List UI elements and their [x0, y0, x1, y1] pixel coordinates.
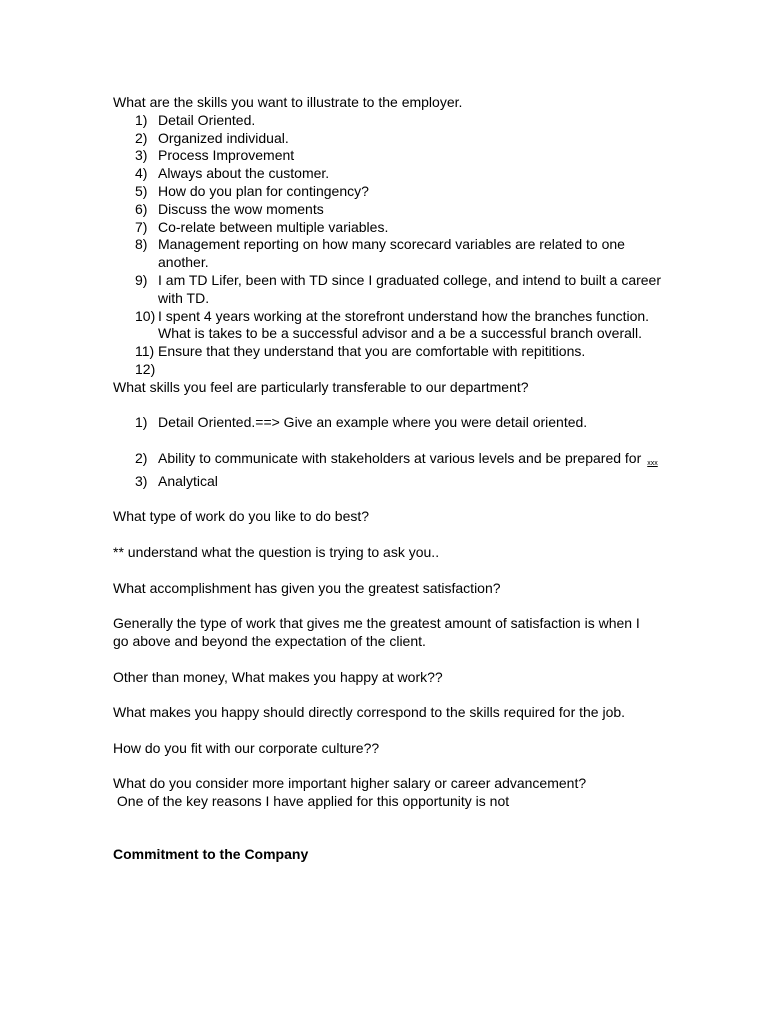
heading-commitment: Commitment to the Company [113, 846, 309, 863]
list-item: 11) Ensure that they understand that you are comfortable with repititions. [135, 343, 586, 360]
paragraph-key-reasons: One of the key reasons I have applied for this opportunity is not [113, 793, 510, 810]
paragraph-satisfaction: Generally the type of work that gives me the greatest amount of satisfaction is when I go above and beyond the expectation of the client. [113, 615, 640, 649]
paragraph-happy-skills: What makes you happy should directly correspond to the skills required for the job. [113, 704, 626, 721]
question-salary-vs-advancement: What do you consider more important higher salary or career advancement? [113, 775, 587, 792]
skills-list [113, 112, 673, 379]
list-item: 3) Process Improvement [135, 147, 295, 164]
list-item: 9) I am TD Lifer, been with TD since I graduated college, and intend to built a career with TD. [135, 271, 661, 306]
small-mark: xxx [647, 459, 658, 467]
list-item: 2) Ability to communicate with stakeholders at various levels and be prepared for xxx [135, 449, 658, 467]
question-happy-at-work: Other than money, What makes you happy at work?? [113, 668, 443, 685]
list-item: 2) Organized individual. [135, 129, 289, 146]
question-corporate-culture: How do you fit with our corporate culture?? [113, 739, 380, 756]
list-item: 5) How do you plan for contingency? [135, 182, 369, 199]
list-item: 3) Analytical [135, 472, 218, 489]
list-item: 4) Always about the customer. [135, 165, 330, 182]
list-item: 10) I spent 4 years working at the storefront understand how the branches function. What is takes to be a successful advisor and a be a successful branch overall. [135, 307, 650, 342]
question-transferable-skills: What skills you feel are particularly transferable to our department? [113, 378, 529, 395]
list-item: 12) [135, 360, 156, 377]
transferable-skills-list [113, 414, 673, 490]
note-understand-question: ** understand what the question is trying to ask you.. [113, 543, 440, 560]
list-item: 6) Discuss the wow moments [135, 200, 324, 217]
list-item: 7) Co-relate between multiple variables. [135, 218, 389, 235]
question-skills-to-illustrate: What are the skills you want to illustrate to the employer. [113, 94, 463, 110]
question-work-like-best: What type of work do you like to do best? [113, 508, 370, 525]
list-item: 1) Detail Oriented. [135, 111, 256, 128]
list-item: 8) Management reporting on how many scorecard variables are related to one another. [135, 236, 625, 271]
question-accomplishment: What accomplishment has given you the greatest satisfaction? [113, 579, 501, 596]
document-page [113, 94, 673, 864]
list-item: 1) Detail Oriented.==> Give an example where you were detail oriented. [135, 414, 588, 431]
